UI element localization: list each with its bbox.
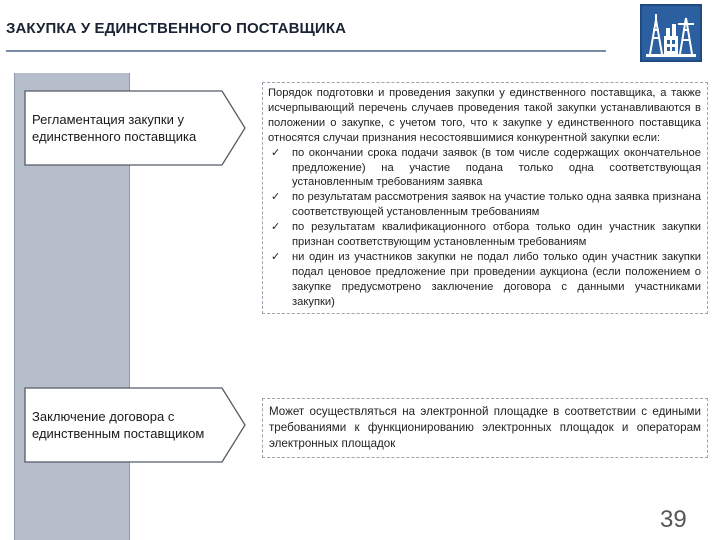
page-number: 39 <box>660 506 687 533</box>
list-item-text: ни один из участников закупки не подал либо только один участник закупки подал ценовое предложение при проведении аукциона (если положением о закупке предусмотрено заключение договора с данными участниками закупки) <box>292 250 701 308</box>
list-item-text: по окончании срока подачи заявок (в том числе содержащих окончательное предложение) на участие подана только одна соответствующая установленным требованиям заявка <box>292 146 701 189</box>
section-label-contract <box>24 387 246 463</box>
check-icon: ✓ <box>271 221 281 234</box>
regulation-intro: Порядок подготовки и проведения закупки у единственного поставщика, а также исчерпывающий перечень случаев проведения такой закупки устанавливаются в положении о закупке, с учетом того, что к закупке у единственного поставщика относятся случаи признания несостоявшимися конкурентной закупки если: <box>268 87 701 144</box>
list-item <box>268 250 701 310</box>
list-item <box>268 220 701 250</box>
section-label-text: Регламентация закупки у единственного поставщика <box>32 112 197 144</box>
check-icon: ✓ <box>271 191 281 204</box>
regulation-content-block <box>262 82 708 314</box>
section-label-text: Заключение договора с единственным поставщиком <box>32 409 205 441</box>
title-divider <box>6 50 606 52</box>
list-item-text: по результатам квалификационного отбора только один участник закупки признан соответствующим установленным требованиям <box>292 221 701 249</box>
energy-company-logo-icon <box>640 4 702 62</box>
list-item <box>268 190 701 220</box>
check-icon: ✓ <box>271 250 281 263</box>
check-icon: ✓ <box>271 146 281 159</box>
list-item-text: по результатам рассмотрения заявок на участие только одна заявка признана соответствующей установленным требованиям <box>292 191 701 219</box>
contract-text: Может осуществляться на электронной площадке в соответствии с едиными требованиями к функционированию электронных площадок и операторам электронных площадок <box>269 405 701 450</box>
page-title: ЗАКУПКА У ЕДИНСТВЕННОГО ПОСТАВЩИКА <box>6 20 347 37</box>
list-item <box>268 146 701 191</box>
conditions-list <box>268 146 701 310</box>
contract-content-block <box>262 398 708 458</box>
section-label-regulation <box>24 90 246 166</box>
